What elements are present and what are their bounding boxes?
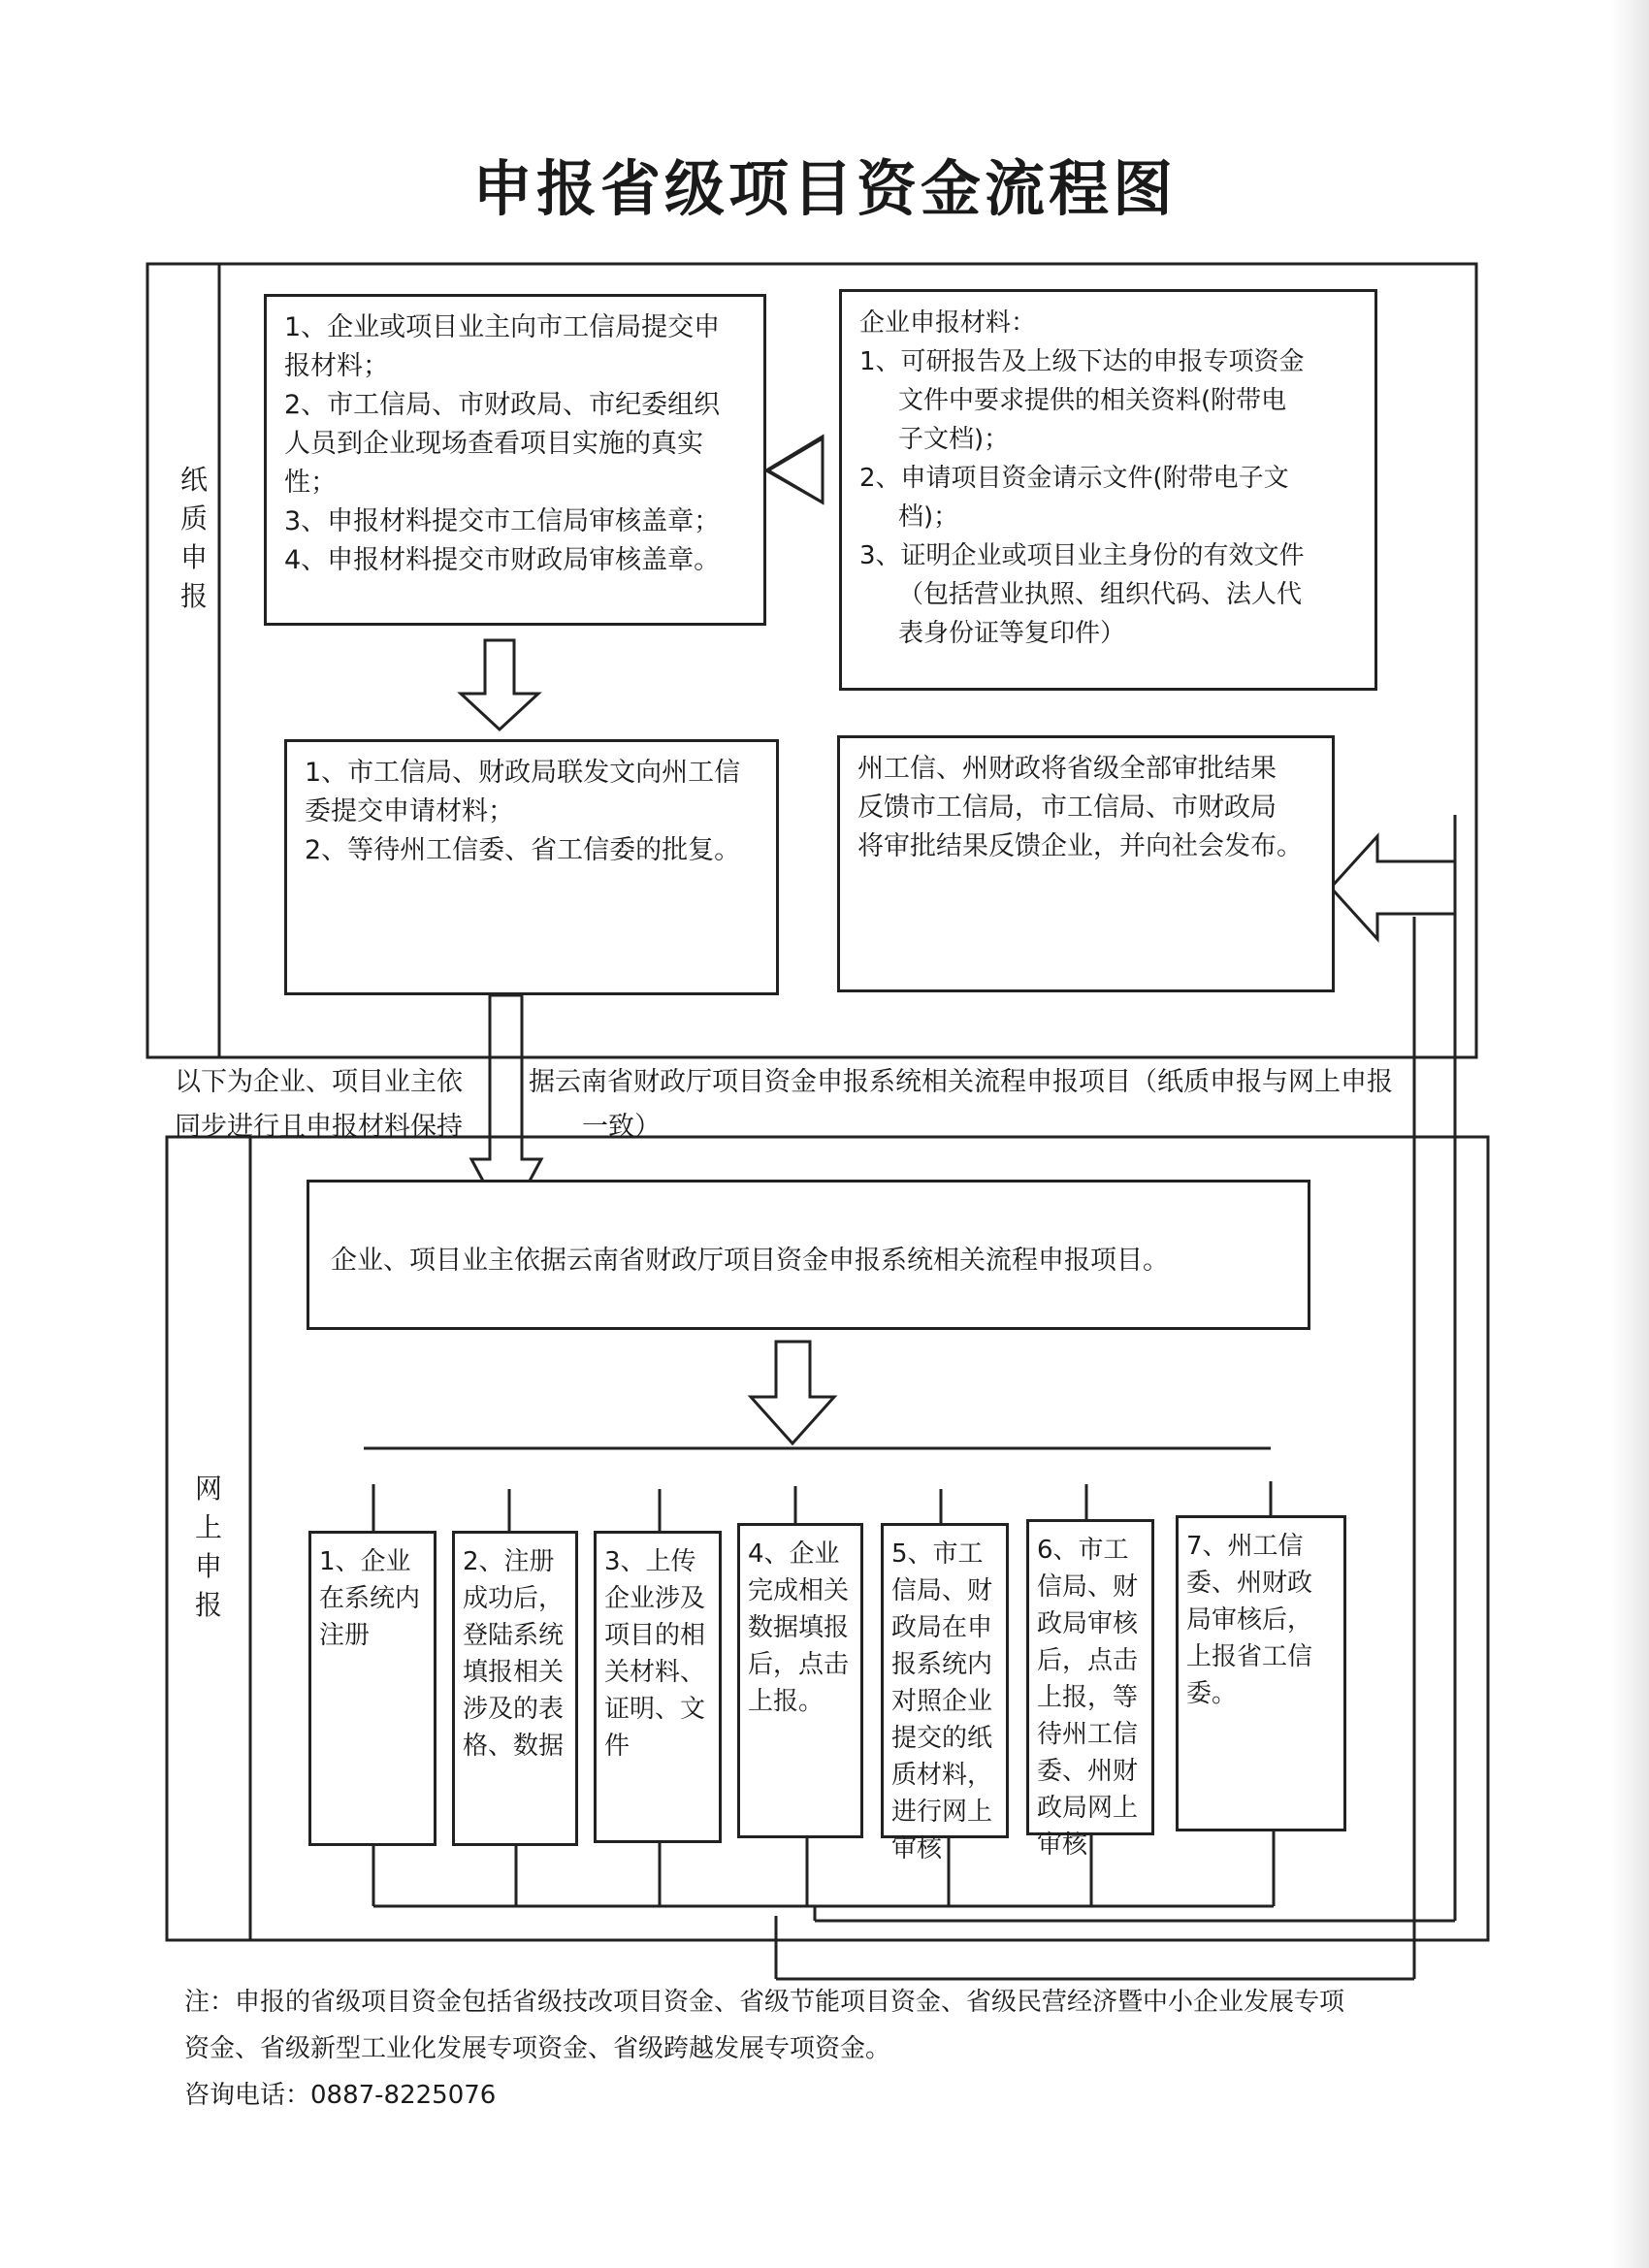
materials-item: 子文档)； xyxy=(898,425,1010,454)
online-step-box: 5、市工信局、财政局在申报系统内对照企业提交的纸质材料，进行网上审核 xyxy=(881,1523,1009,1838)
online-section-label: 网 上 申 报 xyxy=(194,1473,222,1621)
box1-line: 报材料； xyxy=(284,351,389,381)
box1-line: 性； xyxy=(284,468,337,498)
materials-item: 文件中要求提供的相关资料(附带电 xyxy=(898,386,1287,415)
feedback-line: 将审批结果反馈企业，并向社会发布。 xyxy=(857,831,1303,861)
box3-line: 1、市工信局、财政局联发文向州工信 xyxy=(305,758,741,788)
box1-line: 3、申报材料提交市工信局审核盖章； xyxy=(284,506,721,536)
footer-note-line: 注：申报的省级项目资金包括省级技改项目资金、省级节能项目资金、省级民营经济暨中小企业发展专项 xyxy=(184,1988,1345,2017)
scan-edge-shadow xyxy=(1610,0,1649,2268)
box1-line: 4、申报材料提交市财政局审核盖章。 xyxy=(284,545,721,575)
box1-line: 1、企业或项目业主向市工信局提交申 xyxy=(284,312,721,342)
arrow-down-main-branch xyxy=(751,1342,834,1443)
materials-item: 2、申请项目资金请示文件(附带电子文 xyxy=(859,464,1289,493)
arrow-down-box1-box3 xyxy=(461,640,538,729)
paper-steps-box xyxy=(264,294,766,626)
feedback-box xyxy=(837,735,1335,992)
paper-section-label: 纸质 申 报 xyxy=(179,464,208,612)
sync-note-line: 一致） xyxy=(582,1112,661,1142)
online-step-box: 4、企业完成相关数据填报后，点击上报。 xyxy=(737,1523,863,1838)
footer-note-line: 资金、省级新型工业化发展专项资金、省级跨越发展专项资金。 xyxy=(184,2034,891,2063)
feedback-line: 反馈市工信局，市工信局、市财政局 xyxy=(857,793,1277,823)
materials-item: 表身份证等复印件） xyxy=(898,619,1126,648)
sync-note-line: 据云南省财政厅项目资金申报系统相关流程申报项目（纸质申报与网上申报 xyxy=(529,1067,1393,1097)
materials-box xyxy=(839,289,1377,691)
page-title: 申报省级项目资金流程图 xyxy=(471,153,1177,224)
online-step-box: 3、上传企业涉及项目的相关材料、证明、文件 xyxy=(594,1531,722,1843)
sync-note-left xyxy=(175,1060,463,1150)
sync-note-line: 同步进行且申报材料保持 xyxy=(175,1112,463,1142)
online-step-box: 7、州工信委、州财政局审核后，上报省工信委。 xyxy=(1176,1515,1346,1831)
footer-phone: 咨询电话：0887-8225076 xyxy=(184,2081,497,2110)
materials-heading: 企业申报材料： xyxy=(859,308,1037,338)
arrow-left-materials xyxy=(766,437,823,502)
online-step-box: 6、市工信局、财政局审核后，点击上报，等待州工信委、州财政局网上审核 xyxy=(1026,1519,1154,1835)
sync-note-line: 以下为企业、项目业主依 xyxy=(175,1067,463,1097)
footer-note xyxy=(184,1979,1523,2119)
box3-line: 委提交申请材料； xyxy=(305,796,514,826)
materials-item: 3、证明企业或项目业主身份的有效文件 xyxy=(859,541,1305,570)
materials-item: （包括营业执照、组织代码、法人代 xyxy=(898,580,1303,609)
materials-item: 1、可研报告及上级下达的申报专项资金 xyxy=(859,347,1305,376)
box1-line: 2、市工信局、市财政局、市纪委组织 xyxy=(284,390,721,420)
online-main-box: 企业、项目业主依据云南省财政厅项目资金申报系统相关流程申报项目。 xyxy=(307,1180,1310,1330)
submit-request-box xyxy=(284,739,779,995)
feedback-line: 州工信、州财政将省级全部审批结果 xyxy=(857,754,1277,784)
online-step-box: 1、企业在系统内注册 xyxy=(308,1531,436,1846)
sync-note-right xyxy=(529,1060,1393,1150)
materials-item: 档)； xyxy=(898,502,959,532)
box3-line: 2、等待州工信委、省工信委的批复。 xyxy=(305,835,741,865)
online-step-box: 2、注册成功后，登陆系统填报相关涉及的表格、数据 xyxy=(452,1531,578,1846)
arrow-left-feedback xyxy=(1331,836,1455,939)
box1-line: 人员到企业现场查看项目实施的真实 xyxy=(284,429,703,459)
